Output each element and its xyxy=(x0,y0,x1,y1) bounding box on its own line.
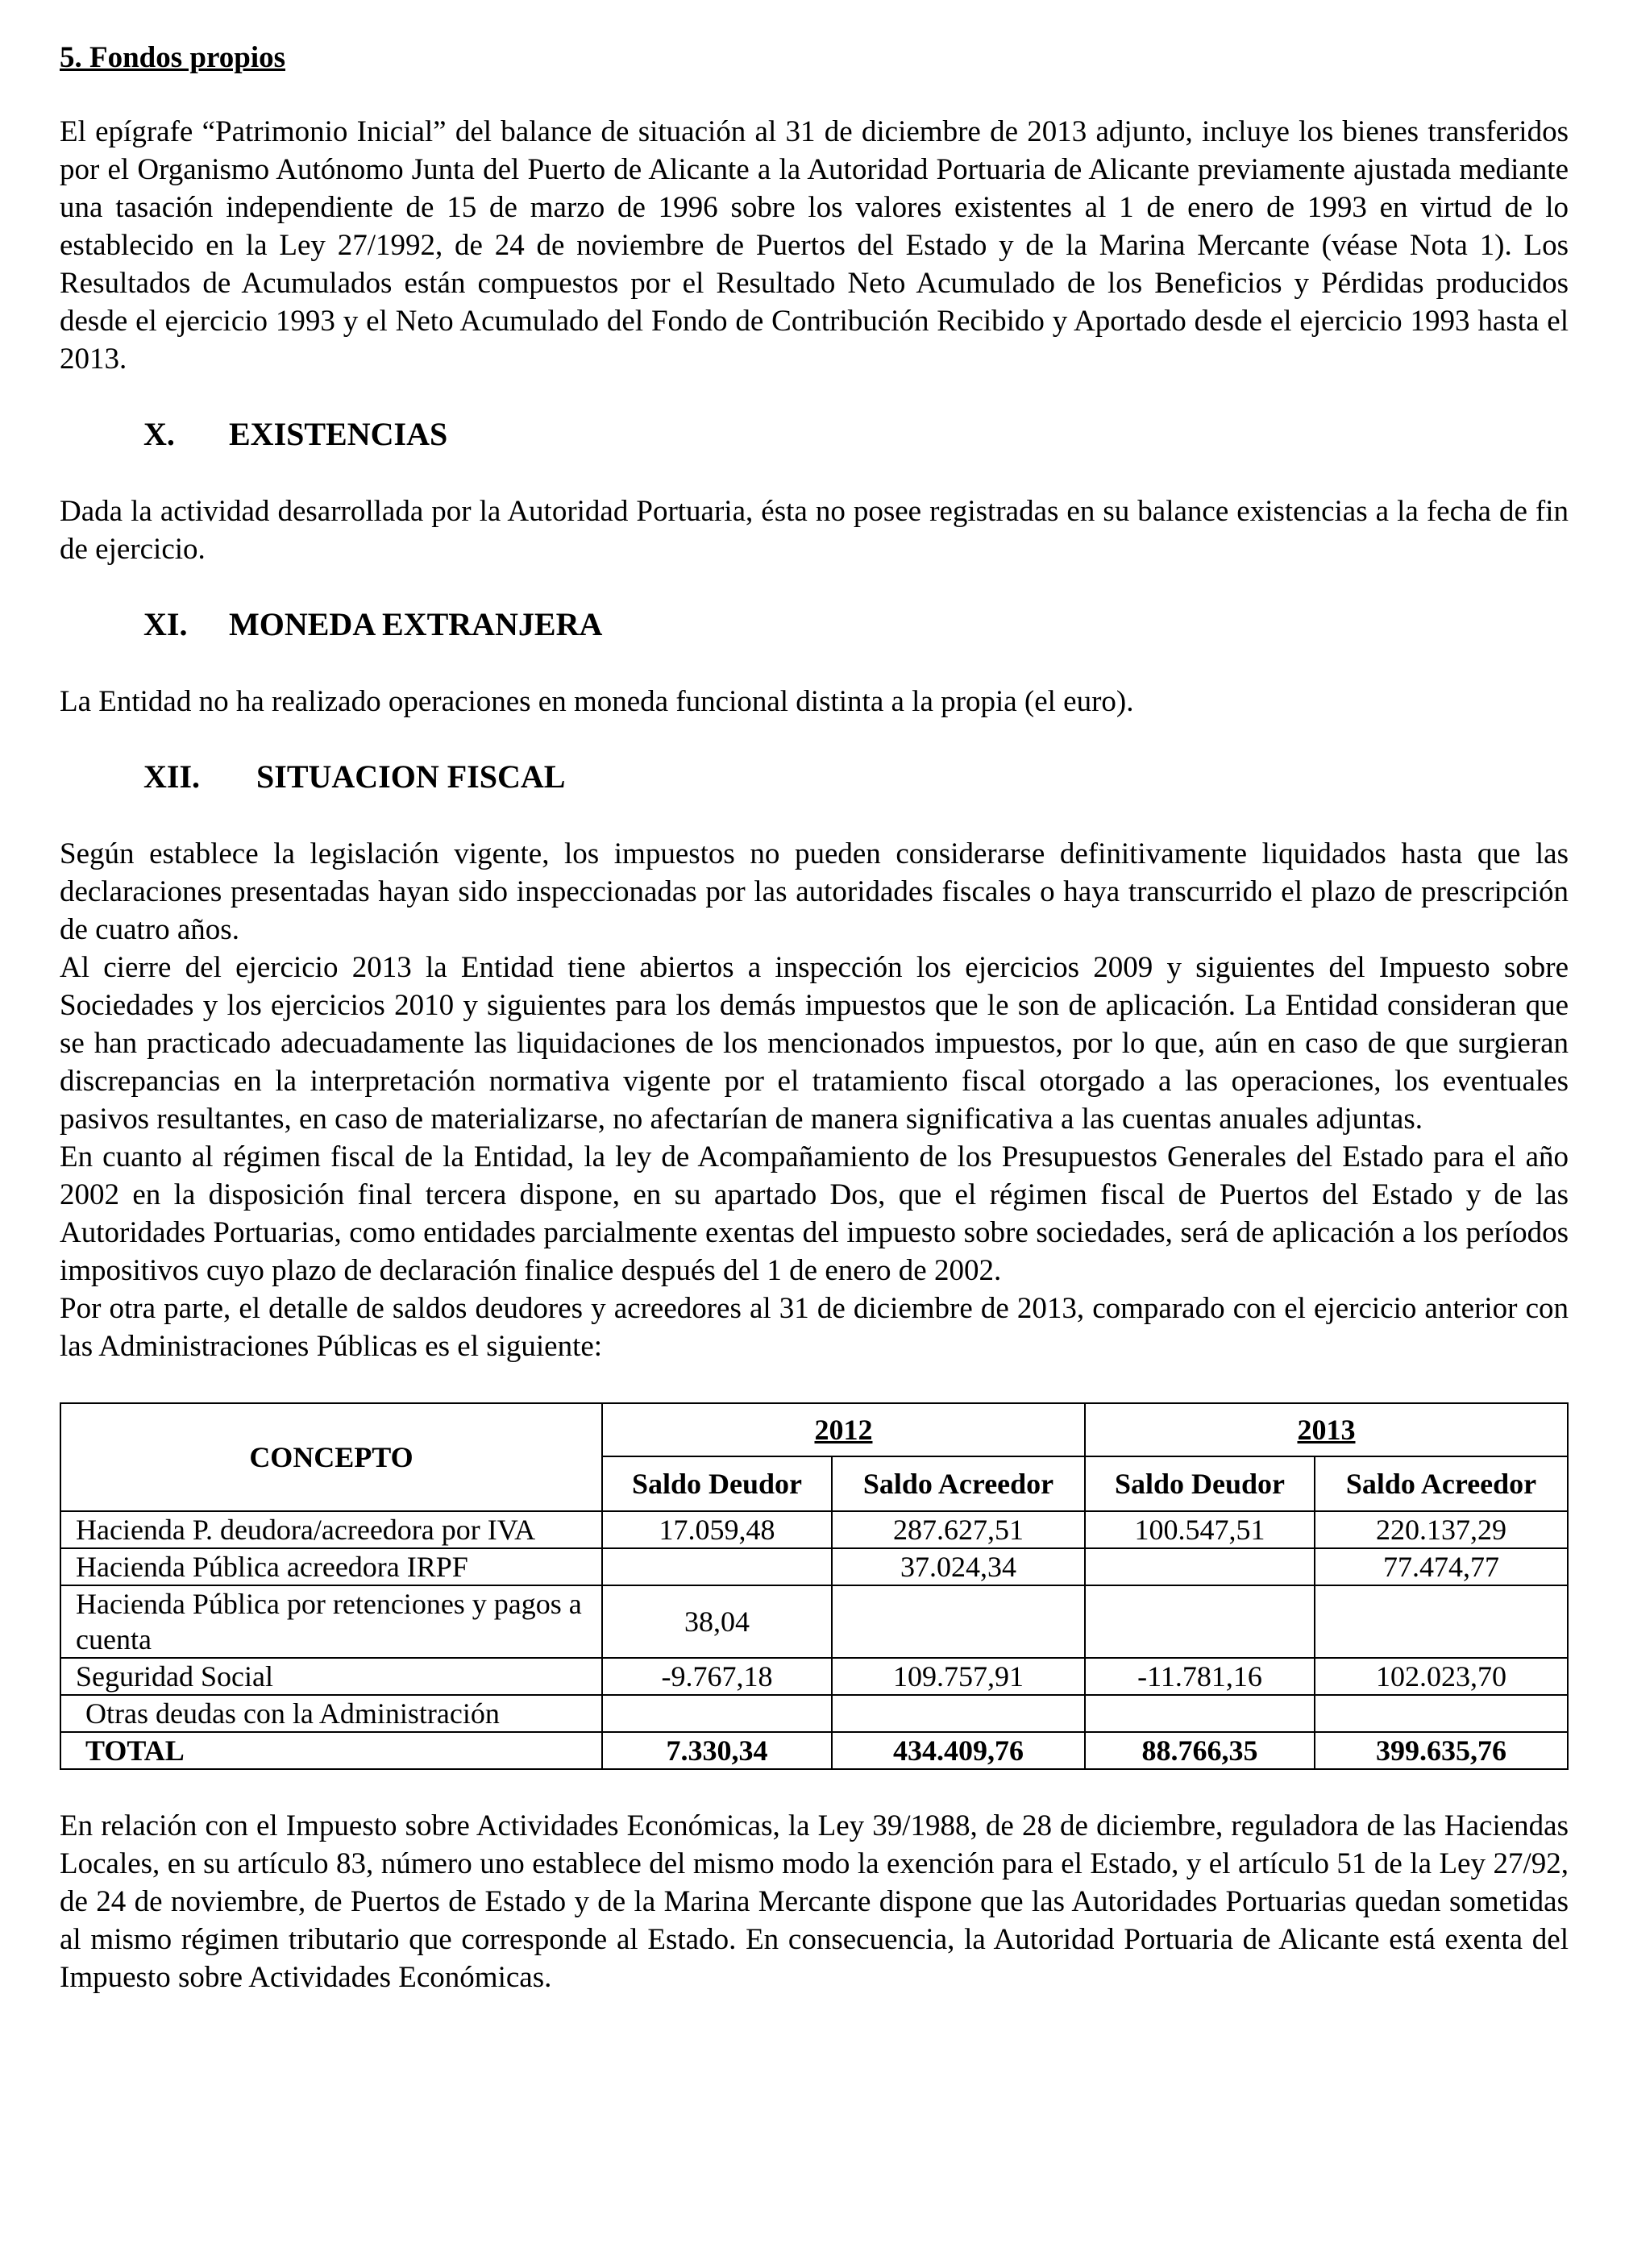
subheader-2013-deudor: Saldo Deudor xyxy=(1085,1456,1315,1511)
section-5-title: 5. Fondos propios xyxy=(60,41,285,74)
year-header-2013: 2013 xyxy=(1085,1403,1568,1456)
total-value: 7.330,34 xyxy=(602,1732,832,1769)
table-row xyxy=(60,1585,1568,1658)
cell-value xyxy=(1085,1695,1315,1732)
total-row xyxy=(60,1732,1568,1769)
cell-value xyxy=(1315,1585,1568,1658)
year-header-2012: 2012 xyxy=(602,1403,1085,1456)
section-xi-title: MONEDA EXTRANJERA xyxy=(229,606,603,643)
cell-value xyxy=(602,1548,832,1585)
cell-value: 287.627,51 xyxy=(832,1511,1085,1548)
section-xii-title: SITUACION FISCAL xyxy=(256,758,566,795)
section-x-title: EXISTENCIAS xyxy=(229,416,448,453)
cell-value: -9.767,18 xyxy=(602,1658,832,1695)
table-row xyxy=(60,1511,1568,1548)
cell-value: 102.023,70 xyxy=(1315,1658,1568,1695)
table-row xyxy=(60,1695,1568,1732)
section-xi-number: XI. xyxy=(143,606,188,643)
section-x-heading xyxy=(60,415,1569,454)
fiscal-paragraph-3: En cuanto al régimen fiscal de la Entidad, la ley de Acompañamiento de los Presupuestos Generales del Estado para el año 2002 en la disposición final tercera dispone, en su apartado Dos, que el régimen fiscal de Puertos del Estado y de las Autoridades Portuarias, como entidades parcialmente exentas del impuesto sobre sociedades, será de aplicación a los períodos impositivos cuyo plazo de declaración finalice después del 1 de enero de 2002. xyxy=(60,1140,1569,1288)
cell-value xyxy=(602,1695,832,1732)
iae-paragraph: En relación con el Impuesto sobre Actividades Económicas, la Ley 39/1988, de 28 de diciembre, reguladora de las Haciendas Locales, en su artículo 83, número uno establece del mismo modo la exención para el Estado, y el artículo 51 de la Ley 27/92, de 24 de noviembre, de Puertos de Estado y de la Marina Mercante dispone que las Autoridades Portuarias quedan sometidas al mismo régimen tributario que corresponde al Estado. En consecuencia, la Autoridad Portuaria de Alicante está exenta del Impuesto sobre Actividades Económicas. xyxy=(60,1809,1569,1995)
row-concept: Hacienda P. deudora/acreedora por IVA xyxy=(60,1511,602,1548)
section-xi-heading xyxy=(60,605,1569,644)
table-row xyxy=(60,1548,1568,1585)
cell-value: 77.474,77 xyxy=(1315,1548,1568,1585)
public-administration-balances-table xyxy=(60,1402,1569,1770)
document-page xyxy=(60,40,1569,1996)
cell-value: 109.757,91 xyxy=(832,1658,1085,1695)
row-concept: Hacienda Pública por retenciones y pagos a cuenta xyxy=(60,1585,602,1658)
section-x-number: X. xyxy=(143,416,175,453)
fiscal-paragraph-2: Al cierre del ejercicio 2013 la Entidad tiene abiertos a inspección los ejercicios 2009 y siguientes del Impuesto sobre Sociedades y los ejercicios 2010 y siguientes para los demás impuestos que le son de aplicación. La Entidad consideran que se han practicado adecuadamente las liquidaciones de los mencionados impuestos, por lo que, aún en caso de que surgieran discrepancias en la interpretación normativa vigente por el tratamiento fiscal otorgado a las operaciones, los eventuales pasivos resultantes, en caso de materializarse, no afectarían de manera significativa a las cuentas anuales adjuntas. xyxy=(60,951,1569,1136)
cell-value xyxy=(832,1695,1085,1732)
total-label: TOTAL xyxy=(60,1732,602,1769)
total-value: 88.766,35 xyxy=(1085,1732,1315,1769)
cell-value: 100.547,51 xyxy=(1085,1511,1315,1548)
section-xii-number: XII. xyxy=(143,758,201,795)
total-value: 434.409,76 xyxy=(832,1732,1085,1769)
fiscal-paragraph-1: Según establece la legislación vigente, los impuestos no pueden considerarse definitivamente liquidados hasta que las declaraciones presentadas hayan sido inspeccionadas por las autoridades fiscales o haya transcurrido el plazo de prescripción de cuatro años. xyxy=(60,837,1569,947)
row-concept: Otras deudas con la Administración xyxy=(60,1695,602,1732)
cell-value: 37.024,34 xyxy=(832,1548,1085,1585)
row-concept: Hacienda Pública acreedora IRPF xyxy=(60,1548,602,1585)
subheader-2012-deudor: Saldo Deudor xyxy=(602,1456,832,1511)
cell-value xyxy=(832,1585,1085,1658)
cell-value: 17.059,48 xyxy=(602,1511,832,1548)
section-xii-heading xyxy=(60,758,1569,796)
cell-value xyxy=(1085,1548,1315,1585)
subheader-2012-acreedor: Saldo Acreedor xyxy=(832,1456,1085,1511)
cell-value xyxy=(1315,1695,1568,1732)
table-row xyxy=(60,1658,1568,1695)
cell-value: 38,04 xyxy=(602,1585,832,1658)
cell-value: 220.137,29 xyxy=(1315,1511,1568,1548)
fiscal-paragraph-4: Por otra parte, el detalle de saldos deudores y acreedores al 31 de diciembre de 2013, comparado con el ejercicio anterior con las Administraciones Públicas es el siguiente: xyxy=(60,1292,1569,1364)
row-concept: Seguridad Social xyxy=(60,1658,602,1695)
total-value: 399.635,76 xyxy=(1315,1732,1568,1769)
section-xi-paragraph: La Entidad no ha realizado operaciones en moneda funcional distinta a la propia (el euro). xyxy=(60,685,1134,719)
section-x-paragraph: Dada la actividad desarrollada por la Autoridad Portuaria, ésta no posee registradas en su balance existencias a la fecha de fin de ejercicio. xyxy=(60,495,1569,567)
subheader-2013-acreedor: Saldo Acreedor xyxy=(1315,1456,1568,1511)
concept-header: CONCEPTO xyxy=(60,1403,602,1511)
cell-value: -11.781,16 xyxy=(1085,1658,1315,1695)
section-5-paragraph: El epígrafe “Patrimonio Inicial” del balance de situación al 31 de diciembre de 2013 adjunto, incluye los bienes transferidos por el Organismo Autónomo Junta del Puerto de Alicante a la Autoridad Portuaria de Alicante previamente ajustada mediante una tasación independiente de 15 de marzo de 1996 sobre los valores existentes al 1 de enero de 1993 en virtud de lo establecido en la Ley 27/1992, de 24 de noviembre de Puertos del Estado y de la Marina Mercante (véase Nota 1). Los Resultados de Acumulados están compuestos por el Resultado Neto Acumulado de los Beneficios y Pérdidas producidos desde el ejercicio 1993 y el Neto Acumulado del Fondo de Contribución Recibido y Aportado desde el ejercicio 1993 hasta el 2013. xyxy=(60,115,1569,376)
cell-value xyxy=(1085,1585,1315,1658)
